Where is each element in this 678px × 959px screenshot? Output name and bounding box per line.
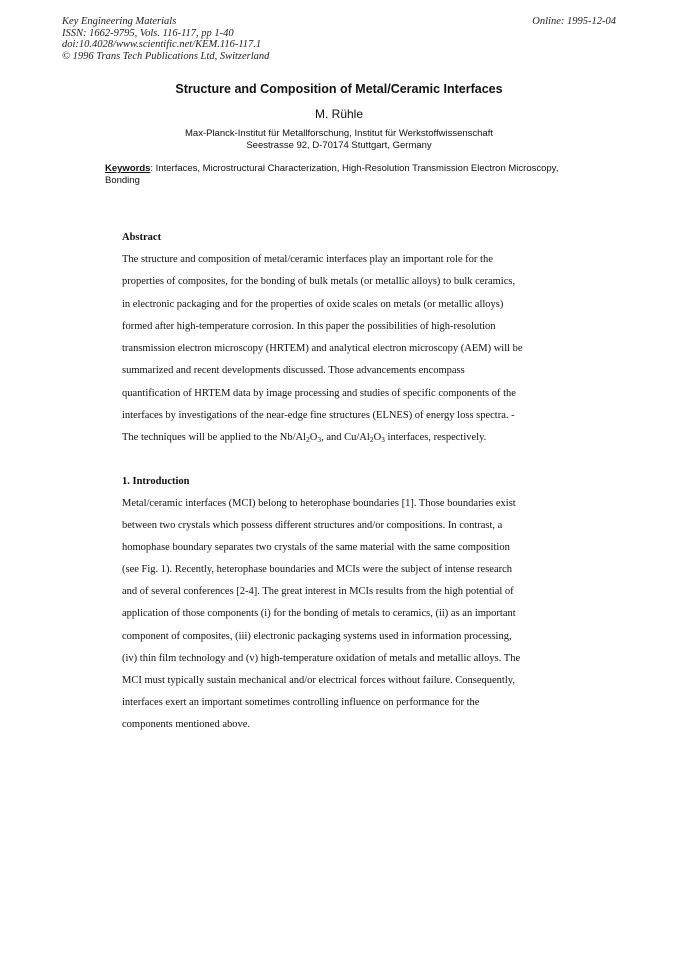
intro-line: application of those components (i) for the bonding of metals to ceramics, (ii) as an important	[122, 608, 516, 620]
introduction-heading: 1. Introduction	[122, 476, 190, 487]
abstract-line: The structure and composition of metal/ceramic interfaces play an important role for the	[122, 254, 493, 265]
text-span: O	[373, 432, 382, 444]
intro-line: interfaces exert an important sometimes controlling influence on performance for the	[122, 696, 480, 708]
text-span: interfaces, respectively.	[384, 432, 487, 444]
subscript: 3	[381, 435, 385, 445]
intro-line: homophase boundary separates two crystals of the same material with the same composition	[122, 542, 510, 554]
intro-line: MCI must typically sustain mechanical and/or electrical forces without failure. Consequently,	[122, 674, 515, 686]
abstract-line: formed after high-temperature corrosion. In this paper the possibilities of high-resolution	[122, 320, 496, 332]
subscript: 3	[317, 435, 322, 445]
abstract-line: summarized and recent developments discussed. Those advancements encompass	[122, 365, 465, 377]
abstract-heading: Abstract	[122, 232, 162, 243]
journal-info	[62, 16, 269, 62]
intro-line: Metal/ceramic interfaces (MCI) belong to heterophase boundaries [1]. Those boundaries exist	[122, 498, 516, 509]
copyright-line: © 1996 Trans Tech Publications Ltd, Switzerland	[62, 50, 270, 62]
abstract-body	[122, 249, 562, 450]
abstract-line-last	[122, 427, 562, 449]
introduction-body	[122, 493, 562, 736]
abstract-line: quantification of HRTEM data by image processing and studies of specific components of the	[122, 387, 516, 399]
subscript: 2	[369, 435, 374, 445]
paper-title: Structure and Composition of Metal/Ceramic Interfaces	[175, 82, 503, 96]
keywords-text: : Interfaces, Microstructural Characterization, High-Resolution Transmission Electron Microscopy, Bonding	[105, 163, 559, 187]
affiliation-line: Max-Planck-Institut für Metallforschung, Institut für Werkstoffwissenschaft	[185, 128, 493, 139]
online-date: Online: 1995-12-04	[532, 16, 616, 27]
keywords-label: Keywords	[105, 163, 151, 174]
intro-line: and of several conferences [2-4]. The great interest in MCIs results from the high potential of	[122, 586, 514, 598]
text-span: , and Cu/Al	[321, 432, 370, 444]
affiliation-line: Seestrasse 92, D-70174 Stuttgart, Germany	[246, 140, 432, 152]
issn-line: ISSN: 1662-9795, Vols. 116-117, pp 1-40	[62, 27, 234, 39]
intro-line: (see Fig. 1). Recently, heterophase boundaries and MCIs were the subject of intense research	[122, 564, 513, 576]
intro-line: component of composites, (iii) electronic packaging systems used in information processing,	[122, 630, 512, 642]
text-span: The techniques will be applied to the Nb/Al	[122, 432, 306, 444]
intro-line: (iv) thin film technology and (v) high-temperature oxidation of metals and metallic alloys. The	[122, 652, 521, 664]
introduction-section	[122, 476, 562, 736]
intro-line: between two crystals which possess different structures and/or compositions. In contrast, a	[122, 520, 503, 532]
text-span: O	[309, 432, 318, 444]
abstract-line: interfaces by investigations of the near-edge fine structures (ELNES) of energy loss spectra. -	[122, 410, 515, 422]
abstract-section	[122, 232, 562, 450]
abstract-line: transmission electron microscopy (HRTEM) and analytical electron microscopy (AEM) will be	[122, 343, 523, 355]
affiliation	[0, 128, 678, 153]
abstract-line: in electronic packaging and for the properties of oxide scales on metals (or metallic alloys)	[122, 298, 504, 310]
intro-line: components mentioned above.	[122, 718, 251, 730]
paper-author: M. Rühle	[314, 107, 364, 121]
abstract-line: properties of composites, for the bonding of bulk metals (or metallic alloys) to bulk ceramics,	[122, 276, 516, 288]
doi-line: doi:10.4028/www.scientific.net/KEM.116-117.1	[62, 39, 262, 51]
subscript: 2	[306, 435, 310, 445]
keywords	[105, 163, 565, 188]
journal-name: Key Engineering Materials	[62, 16, 177, 27]
